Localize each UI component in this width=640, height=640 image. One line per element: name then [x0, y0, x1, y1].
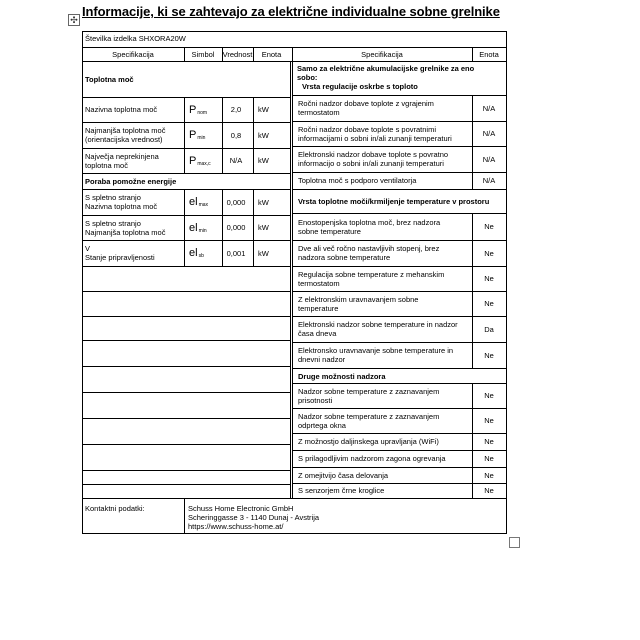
table-rule	[292, 368, 507, 369]
value-cell: N/A	[229, 156, 243, 165]
table-rule	[292, 483, 507, 484]
table-rule	[292, 95, 507, 96]
symbol-letter: el	[189, 221, 198, 234]
spec-text: Dve ali več ročno nastavljivih stopenj, brez	[298, 244, 440, 253]
symbol-cell	[189, 196, 208, 211]
spec-text: Ročni nadzor dobave toplote z vgrajenim	[298, 99, 434, 108]
right-block-left-border	[292, 61, 293, 499]
col-header-spec-right: Specifikacija	[361, 50, 403, 59]
spec-text: nadzora sobne temperature	[298, 253, 391, 262]
unit-cell: Ne	[484, 391, 494, 400]
table-rule	[292, 383, 507, 384]
symbol-subscript: max,c	[197, 160, 211, 167]
table-rule	[82, 189, 291, 190]
spec-text: Z možnostjo daljinskega upravljanja (WiFi)	[298, 437, 439, 446]
table-rule	[292, 408, 507, 409]
spec-text: S spletno stranjo	[85, 218, 141, 228]
spec-text: Toplotna moč s podporo ventilatorja	[298, 176, 417, 185]
contact-divider	[184, 498, 185, 534]
spec-text: Regulacija sobne temperature z mehanskim	[298, 269, 445, 279]
spec-text: dnevni nadzor	[298, 355, 346, 364]
empty-row-rule	[82, 418, 291, 419]
spec-text: (orientacijska vrednost)	[85, 135, 163, 144]
spec-text: S spletno stranjo	[85, 193, 141, 202]
symbol-letter: P	[189, 129, 197, 141]
table-rule	[184, 189, 185, 216]
symbol-subscript: min	[197, 135, 206, 141]
symbol-subscript: nom	[197, 109, 208, 116]
table-rule	[292, 450, 507, 451]
table-border-right	[506, 31, 507, 534]
spec-text: Najmanjša toplotna moč	[85, 227, 166, 237]
spec-text: temperature	[298, 303, 339, 313]
section-heading: Toplotna moč	[85, 75, 134, 84]
section-heading: Poraba pomožne energije	[85, 177, 177, 186]
spec-text: odprtega okna	[298, 420, 346, 430]
spec-text: termostatom	[298, 278, 340, 288]
table-rule	[222, 240, 223, 267]
unit-cell: Ne	[484, 274, 494, 283]
unit-cell: Ne	[484, 222, 494, 231]
table-rule	[184, 215, 185, 241]
symbol-letter: el	[189, 196, 198, 208]
symbol-cell	[189, 222, 207, 237]
table-border-left	[82, 31, 83, 534]
value-cell: 0,001	[226, 248, 246, 258]
storage-heading: sobo:	[297, 73, 318, 82]
unit-cell: kW	[258, 223, 269, 232]
empty-row-rule	[82, 392, 291, 393]
unit-cell: kW	[258, 248, 269, 258]
empty-row-rule	[82, 484, 291, 485]
symbol-subscript: min	[198, 227, 207, 234]
empty-row-rule	[82, 470, 291, 471]
table-rule	[82, 240, 291, 241]
spec-text: informacijami o sobni in/ali zunanji temperaturi	[298, 133, 452, 143]
unit-cell: Ne	[484, 299, 494, 308]
symbol-subscript: max	[198, 202, 209, 208]
table-rule	[292, 291, 507, 292]
value-cell: 2,0	[230, 105, 242, 114]
unit-cell: N/A	[482, 154, 496, 164]
table-rule	[472, 467, 473, 484]
table-rule	[292, 213, 507, 214]
spec-text: Nadzor sobne temperature z zaznavanjem	[298, 386, 440, 396]
table-rule	[292, 240, 507, 241]
spec-text: Elektronski nadzor sobne temperature in nadzor	[298, 320, 458, 329]
unit-cell: Ne	[484, 437, 494, 446]
unit-cell: kW	[258, 197, 269, 207]
spec-text: Elektronski nadzor dobave toplote s povratno	[298, 150, 449, 159]
table-rule	[222, 189, 223, 216]
table-resize-handle-icon[interactable]	[509, 537, 520, 548]
table-rule	[222, 122, 223, 149]
table-rule	[292, 47, 293, 62]
table-rule	[472, 450, 473, 468]
spec-text: Z omejitvijo časa delovanja	[298, 470, 389, 480]
col-header-value: Vrednost	[222, 50, 253, 59]
spec-text: Stanje pripravljenosti	[85, 253, 155, 262]
spec-text: Z elektronskim uravnavanjem sobne	[298, 294, 419, 304]
document-title: Informacije, ki se zahtevajo za električne individualne sobne grelnike	[82, 4, 500, 19]
spec-text: S prilagodljivim nadzorom zagona ogrevanja	[298, 454, 446, 463]
table-rule	[222, 148, 223, 174]
unit-cell: N/A	[482, 176, 496, 185]
table-rule	[292, 342, 507, 343]
table-rule	[472, 383, 473, 409]
value-cell: 0,000	[226, 197, 246, 207]
value-cell: 0,8	[230, 130, 242, 140]
table-rule	[292, 121, 507, 122]
table-rule	[253, 122, 254, 149]
unit-cell: Da	[484, 324, 494, 334]
unit-cell: N/A	[482, 103, 496, 113]
contact-label: Kontaktni podatki:	[85, 504, 145, 513]
table-border-bottom	[82, 533, 507, 534]
table-rule	[253, 189, 254, 216]
empty-row-rule	[82, 291, 291, 292]
table-rule	[472, 316, 473, 343]
table-rule	[472, 121, 473, 147]
spec-text: V	[85, 244, 91, 253]
table-rule	[472, 95, 473, 122]
symbol-letter: P	[189, 154, 197, 167]
spec-text: Nazivna toplotna moč	[85, 202, 158, 211]
table-rule	[253, 240, 254, 267]
table-rule	[472, 213, 473, 241]
spec-text: Nadzor sobne temperature z zaznavanjem	[298, 411, 440, 421]
contact-website: https://www.schuss-home.at/	[188, 522, 284, 531]
table-rule	[472, 342, 473, 369]
unit-cell: Ne	[484, 248, 494, 258]
empty-row-rule	[82, 366, 291, 367]
symbol-cell	[189, 104, 207, 119]
unit-cell: kW	[258, 130, 269, 140]
col-header-unit-right: Enota	[479, 50, 499, 59]
table-rule	[472, 172, 473, 190]
table-rule	[253, 148, 254, 174]
table-rule	[292, 266, 507, 267]
unit-cell: Ne	[484, 486, 494, 495]
storage-heading: Samo za električne akumulacijske grelnike za eno	[297, 64, 475, 73]
other-heading: Druge možnosti nadzora	[298, 372, 386, 381]
table-rule	[472, 433, 473, 451]
spec-text: S senzorjem črne kroglice	[298, 486, 385, 495]
table-rule	[472, 240, 473, 267]
spec-text: termostatom	[298, 108, 340, 117]
table-rule	[292, 433, 507, 434]
value-cell: 0,000	[226, 223, 246, 232]
table-rule	[82, 122, 291, 123]
table-rule	[472, 266, 473, 292]
spec-text: Najmanjša toplotna moč	[85, 126, 166, 135]
table-rule	[292, 189, 507, 190]
table-rule	[472, 483, 473, 499]
spec-text: Elektronsko uravnavanje sobne temperature in	[298, 346, 454, 355]
control-heading: Vrsta toplotne moči/krmiljenje temperature v prostoru	[298, 197, 490, 206]
table-rule	[82, 61, 507, 62]
table-move-handle-icon[interactable]: ✣	[68, 14, 80, 26]
spec-text: Nazivna toplotna moč	[85, 105, 158, 114]
table-rule	[82, 47, 507, 48]
table-rule	[253, 215, 254, 241]
spec-text: toplotna moč	[85, 160, 128, 170]
symbol-subscript: sb	[198, 253, 204, 259]
table-rule	[82, 215, 291, 216]
table-rule	[184, 122, 185, 149]
table-rule	[82, 148, 291, 149]
unit-cell: Ne	[484, 454, 494, 463]
table-rule	[292, 467, 507, 468]
table-rule	[472, 47, 473, 62]
symbol-cell	[189, 155, 211, 170]
spec-text: sobne temperature	[298, 226, 361, 236]
col-header-unit: Enota	[261, 50, 282, 59]
table-rule	[184, 47, 185, 62]
table-rule	[82, 173, 291, 174]
unit-cell: kW	[258, 105, 269, 114]
table-border-top	[82, 31, 507, 32]
spec-text: prisotnosti	[298, 395, 333, 405]
table-rule	[222, 97, 223, 123]
table-rule	[472, 291, 473, 317]
spec-text: informacijo o sobni in/ali zunanji temperaturi	[298, 159, 444, 168]
symbol-cell	[189, 129, 205, 144]
table-rule	[82, 266, 291, 267]
left-block-right-border	[290, 61, 291, 499]
spec-text: časa dneva	[298, 329, 337, 338]
table-rule	[222, 47, 223, 62]
unit-cell: Ne	[484, 470, 494, 480]
table-rule	[292, 146, 507, 147]
contact-address: Scheringgasse 3 - 1140 Dunaj - Avstrija	[188, 513, 320, 522]
empty-row-rule	[82, 340, 291, 341]
storage-subheading: Vrsta regulacije oskrbe s toploto	[302, 82, 418, 91]
symbol-cell	[189, 247, 204, 262]
col-header-spec: Specifikacija	[112, 50, 154, 59]
col-header-symbol: Simbol	[191, 50, 215, 59]
table-rule	[253, 97, 254, 123]
symbol-letter: el	[189, 247, 198, 259]
unit-cell: Ne	[484, 416, 494, 425]
spec-text: Ročni nadzor dobave toplote s povratnimi	[298, 124, 436, 134]
table-rule	[184, 97, 185, 123]
spec-text: Največja neprekinjena	[85, 151, 159, 161]
table-rule	[82, 498, 507, 499]
table-rule	[253, 47, 254, 62]
table-rule	[292, 172, 507, 173]
contact-company: Schuss Home Electronic GmbH	[188, 504, 294, 513]
table-rule	[472, 146, 473, 173]
unit-cell: N/A	[482, 129, 496, 138]
symbol-letter: P	[189, 103, 197, 116]
empty-row-rule	[82, 316, 291, 317]
table-rule	[292, 316, 507, 317]
table-rule	[222, 215, 223, 241]
table-rule	[184, 240, 185, 267]
table-rule	[472, 408, 473, 434]
spec-text: Enostopenjska toplotna moč, brez nadzora	[298, 217, 441, 227]
model-number: Številka izdelka SHXORA20W	[85, 34, 186, 43]
empty-row-rule	[82, 444, 291, 445]
unit-cell: kW	[258, 156, 269, 165]
table-rule	[82, 97, 291, 98]
table-rule	[184, 148, 185, 174]
unit-cell: Ne	[484, 350, 494, 360]
